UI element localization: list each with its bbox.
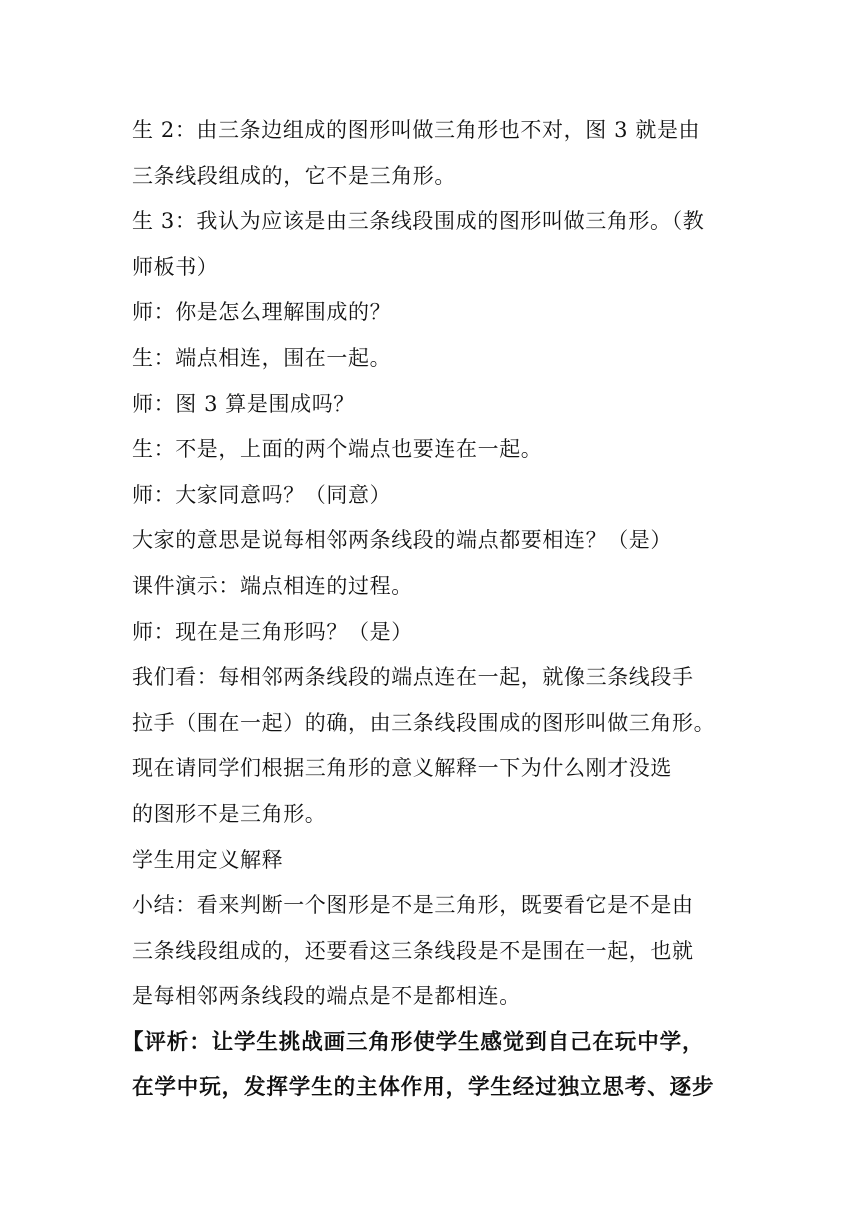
text-line: 三条线段组成的，它不是三角形。 [132, 163, 456, 188]
commentary-line: 在学中玩，发挥学生的主体作用，学生经过独立思考、逐步 [132, 1075, 715, 1101]
text-line: 师：大家同意吗？（同意） [132, 482, 392, 507]
text-line: 师：现在是三角形吗？（是） [132, 619, 413, 644]
text-line: 师板书） [132, 254, 219, 279]
text-line: 现在请同学们根据三角形的意义解释一下为什么刚才没选 [132, 756, 672, 781]
text-line: 大家的意思是说每相邻两条线段的端点都要相连？（是） [132, 528, 672, 553]
text-line: 生 2：由三条边组成的图形叫做三角形也不对，图 3 就是由 [132, 118, 701, 142]
text-line: 拉手（围在一起）的确，由三条线段围成的图形叫做三角形。 [132, 710, 716, 735]
commentary-line: 【评析：让学生挑战画三角形使学生感觉到自己在玩中学， [122, 1029, 705, 1055]
text-line: 小结：看来判断一个图形是不是三角形，既要看它是不是由 [132, 893, 694, 918]
text-line: 三条线段组成的，还要看这三条线段是不是围在一起，也就 [132, 938, 694, 963]
text-line: 的图形不是三角形。 [132, 801, 327, 826]
text-line: 生：端点相连，围在一起。 [132, 345, 392, 370]
text-body [122, 108, 732, 1111]
text-line: 我们看：每相邻两条线段的端点连在一起，就像三条线段手 [132, 665, 694, 690]
text-line: 师：你是怎么理解围成的？ [132, 300, 392, 325]
text-line: 生 3：我认为应该是由三条线段围成的图形叫做三角形。（教 [132, 209, 705, 234]
text-line: 是每相邻两条线段的端点是不是都相连。 [132, 984, 521, 1009]
text-line: 生：不是，上面的两个端点也要连在一起。 [132, 437, 543, 462]
text-line: 学生用定义解释 [132, 847, 284, 872]
text-line: 课件演示：端点相连的过程。 [132, 573, 413, 598]
text-line: 师：图 3 算是围成吗？ [132, 391, 355, 416]
